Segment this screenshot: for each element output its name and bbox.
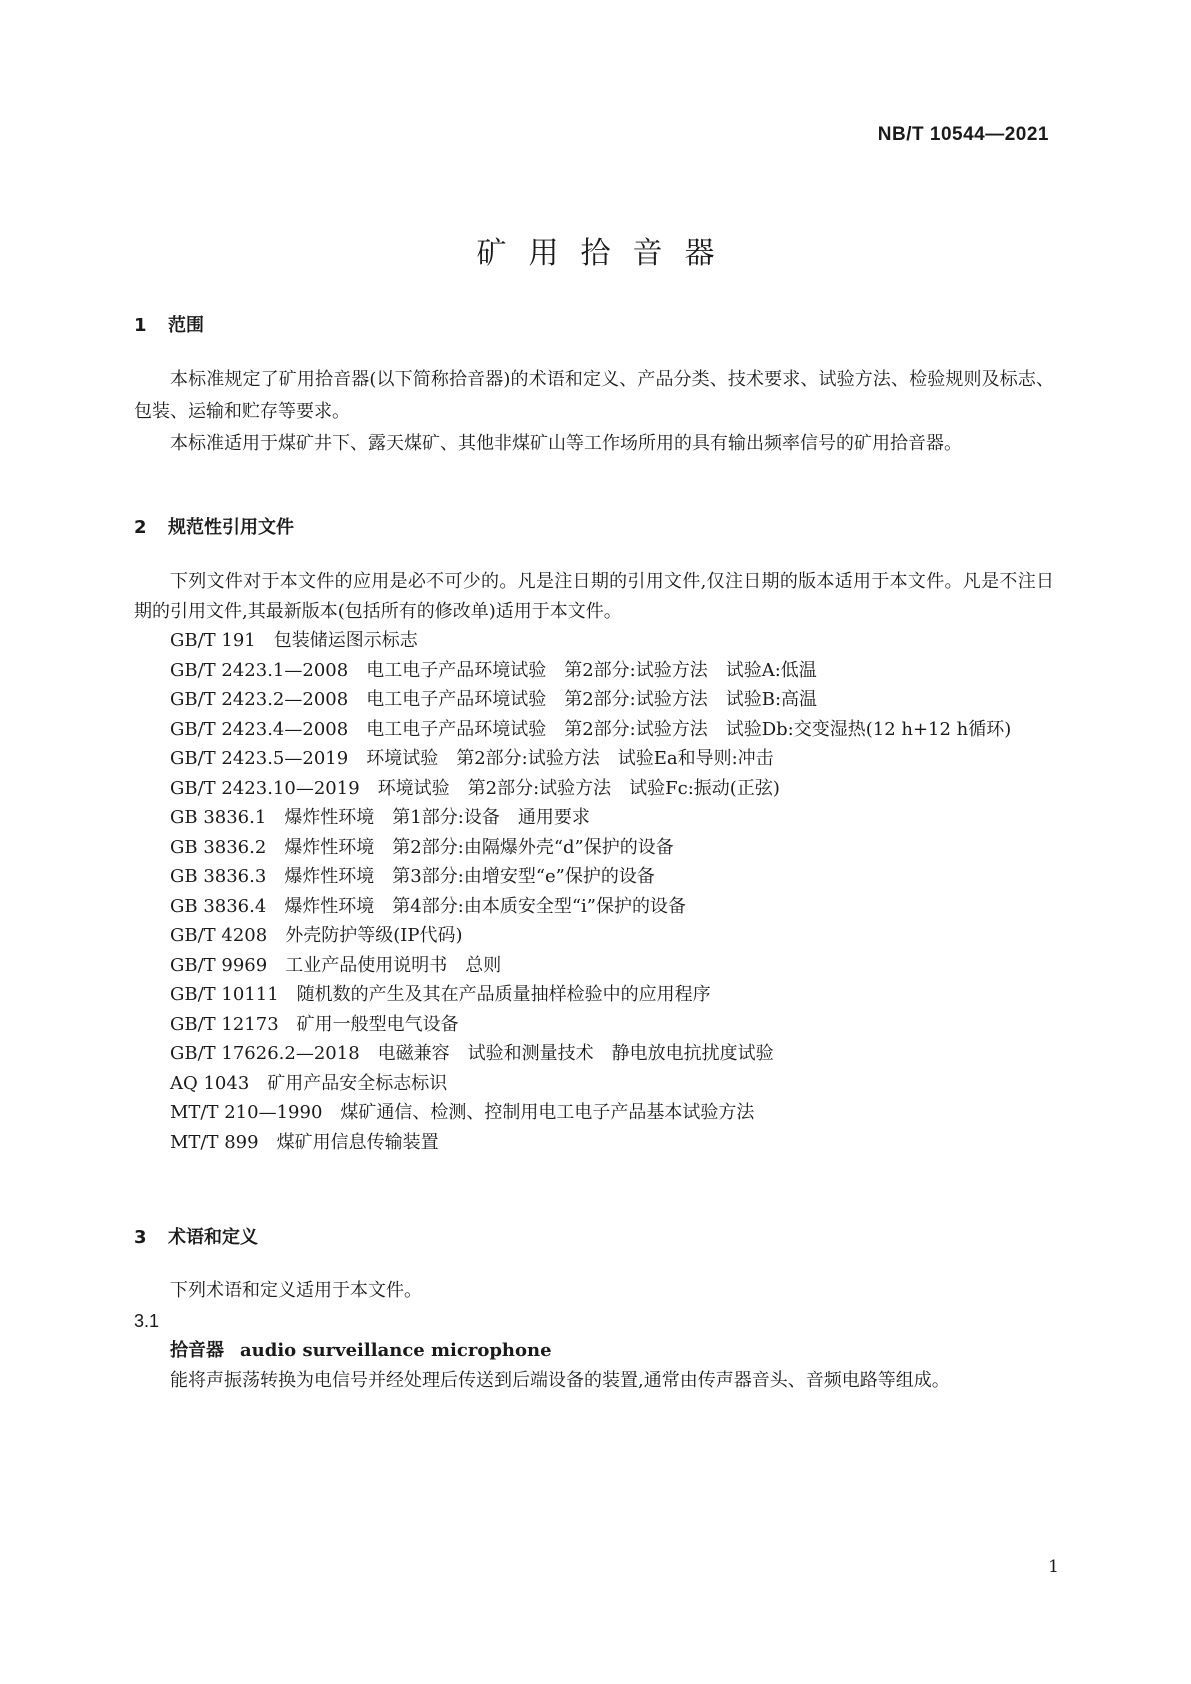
reference-title: 工业产品使用说明书 总则 <box>285 954 502 976</box>
reference-code: GB/T 2423.10—2019 <box>170 777 360 799</box>
reference-code: GB 3836.1 <box>170 807 267 828</box>
reference-title: 爆炸性环境 第2部分:由隔爆外壳“d”保护的设备 <box>284 836 674 858</box>
reference-title: 爆炸性环境 第4部分:由本质安全型“i”保护的设备 <box>284 895 686 917</box>
reference-title: 电工电子产品环境试验 第2部分:试验方法 试验B:高温 <box>366 689 818 710</box>
reference-code: GB 3836.2 <box>170 836 267 858</box>
reference-title: 矿用产品安全标志标识 <box>267 1072 448 1094</box>
section-title: 范围 <box>168 315 204 336</box>
reference-title: 电工电子产品环境试验 第2部分:试验方法 试验A:低温 <box>366 659 817 681</box>
reference-item <box>134 803 1054 833</box>
reference-item <box>134 1010 1054 1040</box>
reference-title: 矿用一般型电气设备 <box>296 1013 459 1035</box>
reference-item <box>134 744 1054 774</box>
reference-item <box>134 862 1054 892</box>
reference-code: GB/T 4208 <box>170 925 268 946</box>
paragraph: 本标准规定了矿用拾音器(以下简称拾音器)的术语和定义、产品分类、技术要求、试验方法、检验规则及标志、包装、运输和贮存等要求。 <box>134 369 1054 422</box>
section-3-heading <box>134 1223 258 1249</box>
reference-code: GB/T 191 <box>170 630 256 651</box>
term-en: audio surveillance microphone <box>240 1340 552 1361</box>
reference-code: GB 3836.3 <box>170 866 267 887</box>
section-number: 3 <box>134 1227 147 1248</box>
reference-code: GB/T 2423.1—2008 <box>170 659 349 681</box>
section-number: 1 <box>134 315 147 336</box>
reference-title: 随机数的产生及其在产品质量抽样检验中的应用程序 <box>296 984 711 1005</box>
paragraph: 本标准适用于煤矿井下、露天煤矿、其他非煤矿山等工作场所用的具有输出频率信号的矿用拾音器。 <box>170 433 962 454</box>
reference-item <box>134 833 1054 863</box>
reference-item <box>134 921 1054 951</box>
section-1-body <box>134 364 1054 460</box>
reference-item <box>134 980 1054 1010</box>
reference-title: 环境试验 第2部分:试验方法 试验Ea和导则:冲击 <box>366 748 774 769</box>
reference-title: 外壳防护等级(IP代码) <box>285 925 463 946</box>
reference-code: GB/T 2423.2—2008 <box>170 689 349 710</box>
section-1-heading <box>134 311 204 337</box>
reference-item <box>134 892 1054 922</box>
reference-code: MT/T 210—1990 <box>170 1102 323 1123</box>
reference-code: GB/T 10111 <box>170 984 279 1005</box>
reference-item <box>134 1128 1054 1158</box>
reference-title: 环境试验 第2部分:试验方法 试验Fc:振动(正弦) <box>377 777 780 799</box>
reference-code: GB 3836.4 <box>170 895 267 917</box>
normative-references-list <box>134 626 1054 1157</box>
reference-item <box>134 774 1054 804</box>
section-2-heading <box>134 513 294 539</box>
reference-code: GB/T 17626.2—2018 <box>170 1043 360 1064</box>
reference-item <box>134 715 1054 745</box>
reference-code: GB/T 2423.4—2008 <box>170 718 349 740</box>
reference-code: GB/T 12173 <box>170 1013 279 1035</box>
term-zh: 拾音器 <box>170 1340 224 1361</box>
reference-code: MT/T 899 <box>170 1131 259 1153</box>
paragraph: 下列文件对于本文件的应用是必不可少的。凡是注日期的引用文件,仅注日期的版本适用于本文件。凡是不注日期的引用文件,其最新版本(包括所有的修改单)适用于本文件。 <box>134 571 1054 622</box>
reference-item <box>134 1039 1054 1069</box>
section-title: 规范性引用文件 <box>168 517 294 538</box>
reference-code: AQ 1043 <box>170 1072 250 1094</box>
page-number: 1 <box>1048 1557 1059 1577</box>
reference-item <box>134 656 1054 686</box>
section-2-body <box>134 567 1054 1157</box>
term-definition: 能将声振荡转换为电信号并经处理后传送到后端设备的装置,通常由传声器音头、音频电路等组成。 <box>170 1370 950 1391</box>
reference-item <box>134 1069 1054 1099</box>
standard-number: NB/T 10544—2021 <box>877 124 1049 145</box>
reference-item <box>134 685 1054 715</box>
reference-title: 爆炸性环境 第3部分:由增安型“e”保护的设备 <box>284 866 655 887</box>
section-3-body <box>134 1276 1054 1396</box>
reference-code: GB/T 2423.5—2019 <box>170 748 349 769</box>
reference-title: 爆炸性环境 第1部分:设备 通用要求 <box>284 807 590 828</box>
reference-item <box>134 626 1054 656</box>
reference-title: 包装储运图示标志 <box>273 630 418 651</box>
reference-code: GB/T 9969 <box>170 954 268 976</box>
term-heading <box>134 1336 1054 1366</box>
paragraph: 下列术语和定义适用于本文件。 <box>170 1280 422 1301</box>
section-number: 2 <box>134 517 147 538</box>
document-title: 矿用拾音器 <box>476 236 737 271</box>
reference-item <box>134 1098 1054 1128</box>
reference-item <box>134 951 1054 981</box>
term-number: 3.1 <box>134 1311 160 1331</box>
reference-title: 电工电子产品环境试验 第2部分:试验方法 试验Db:交变湿热(12 h+12 h循环) <box>366 718 1012 740</box>
section-title: 术语和定义 <box>168 1227 258 1248</box>
reference-title: 电磁兼容 试验和测量技术 静电放电抗扰度试验 <box>377 1043 774 1064</box>
reference-title: 煤矿用信息传输装置 <box>276 1131 439 1153</box>
reference-title: 煤矿通信、检测、控制用电工电子产品基本试验方法 <box>340 1102 755 1123</box>
